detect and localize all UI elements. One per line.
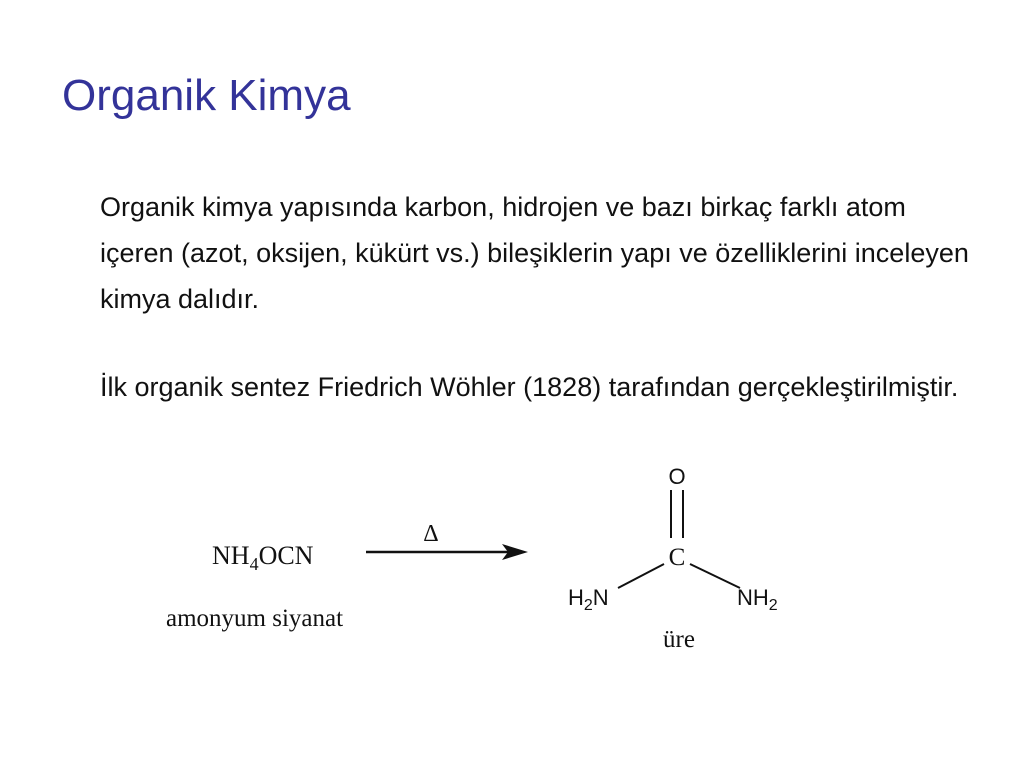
product-carbon: C bbox=[668, 544, 686, 571]
right-amine-part: NH bbox=[737, 585, 769, 610]
reactant-name: amonyum siyanat bbox=[166, 605, 344, 632]
reactant-formula-part: OCN bbox=[258, 541, 314, 570]
product-name: üre bbox=[663, 626, 695, 653]
bond-c-to-right-nitrogen bbox=[690, 564, 740, 588]
right-amine-subscript: 2 bbox=[768, 597, 778, 614]
paragraph-wohler: İlk organik sentez Friedrich Wöhler (1828) tarafından gerçekleştirilmiştir. bbox=[100, 372, 959, 402]
left-amine-part: N bbox=[592, 585, 609, 610]
bond-c-to-left-nitrogen bbox=[618, 564, 664, 588]
slide-title: Organik Kimya bbox=[62, 71, 351, 120]
reactant-formula-part: NH bbox=[212, 541, 250, 570]
product-left-amine bbox=[568, 585, 609, 614]
reactant-formula-subscript: 4 bbox=[249, 554, 259, 574]
paragraph-definition: Organik kimya yapısında karbon, hidrojen ve bazı birkaç farklı atom içeren (azot, oksijen, kükürt vs.) bileşiklerin yapı ve özelliklerini inceleyen kimya dalıdır. bbox=[100, 192, 969, 314]
product-right-amine bbox=[737, 585, 778, 614]
left-amine-subscript: 2 bbox=[583, 597, 593, 614]
reactant-formula bbox=[212, 541, 314, 574]
left-amine-part: H bbox=[568, 585, 584, 610]
product-oxygen: O bbox=[668, 464, 686, 489]
heat-symbol: Δ bbox=[423, 521, 439, 547]
